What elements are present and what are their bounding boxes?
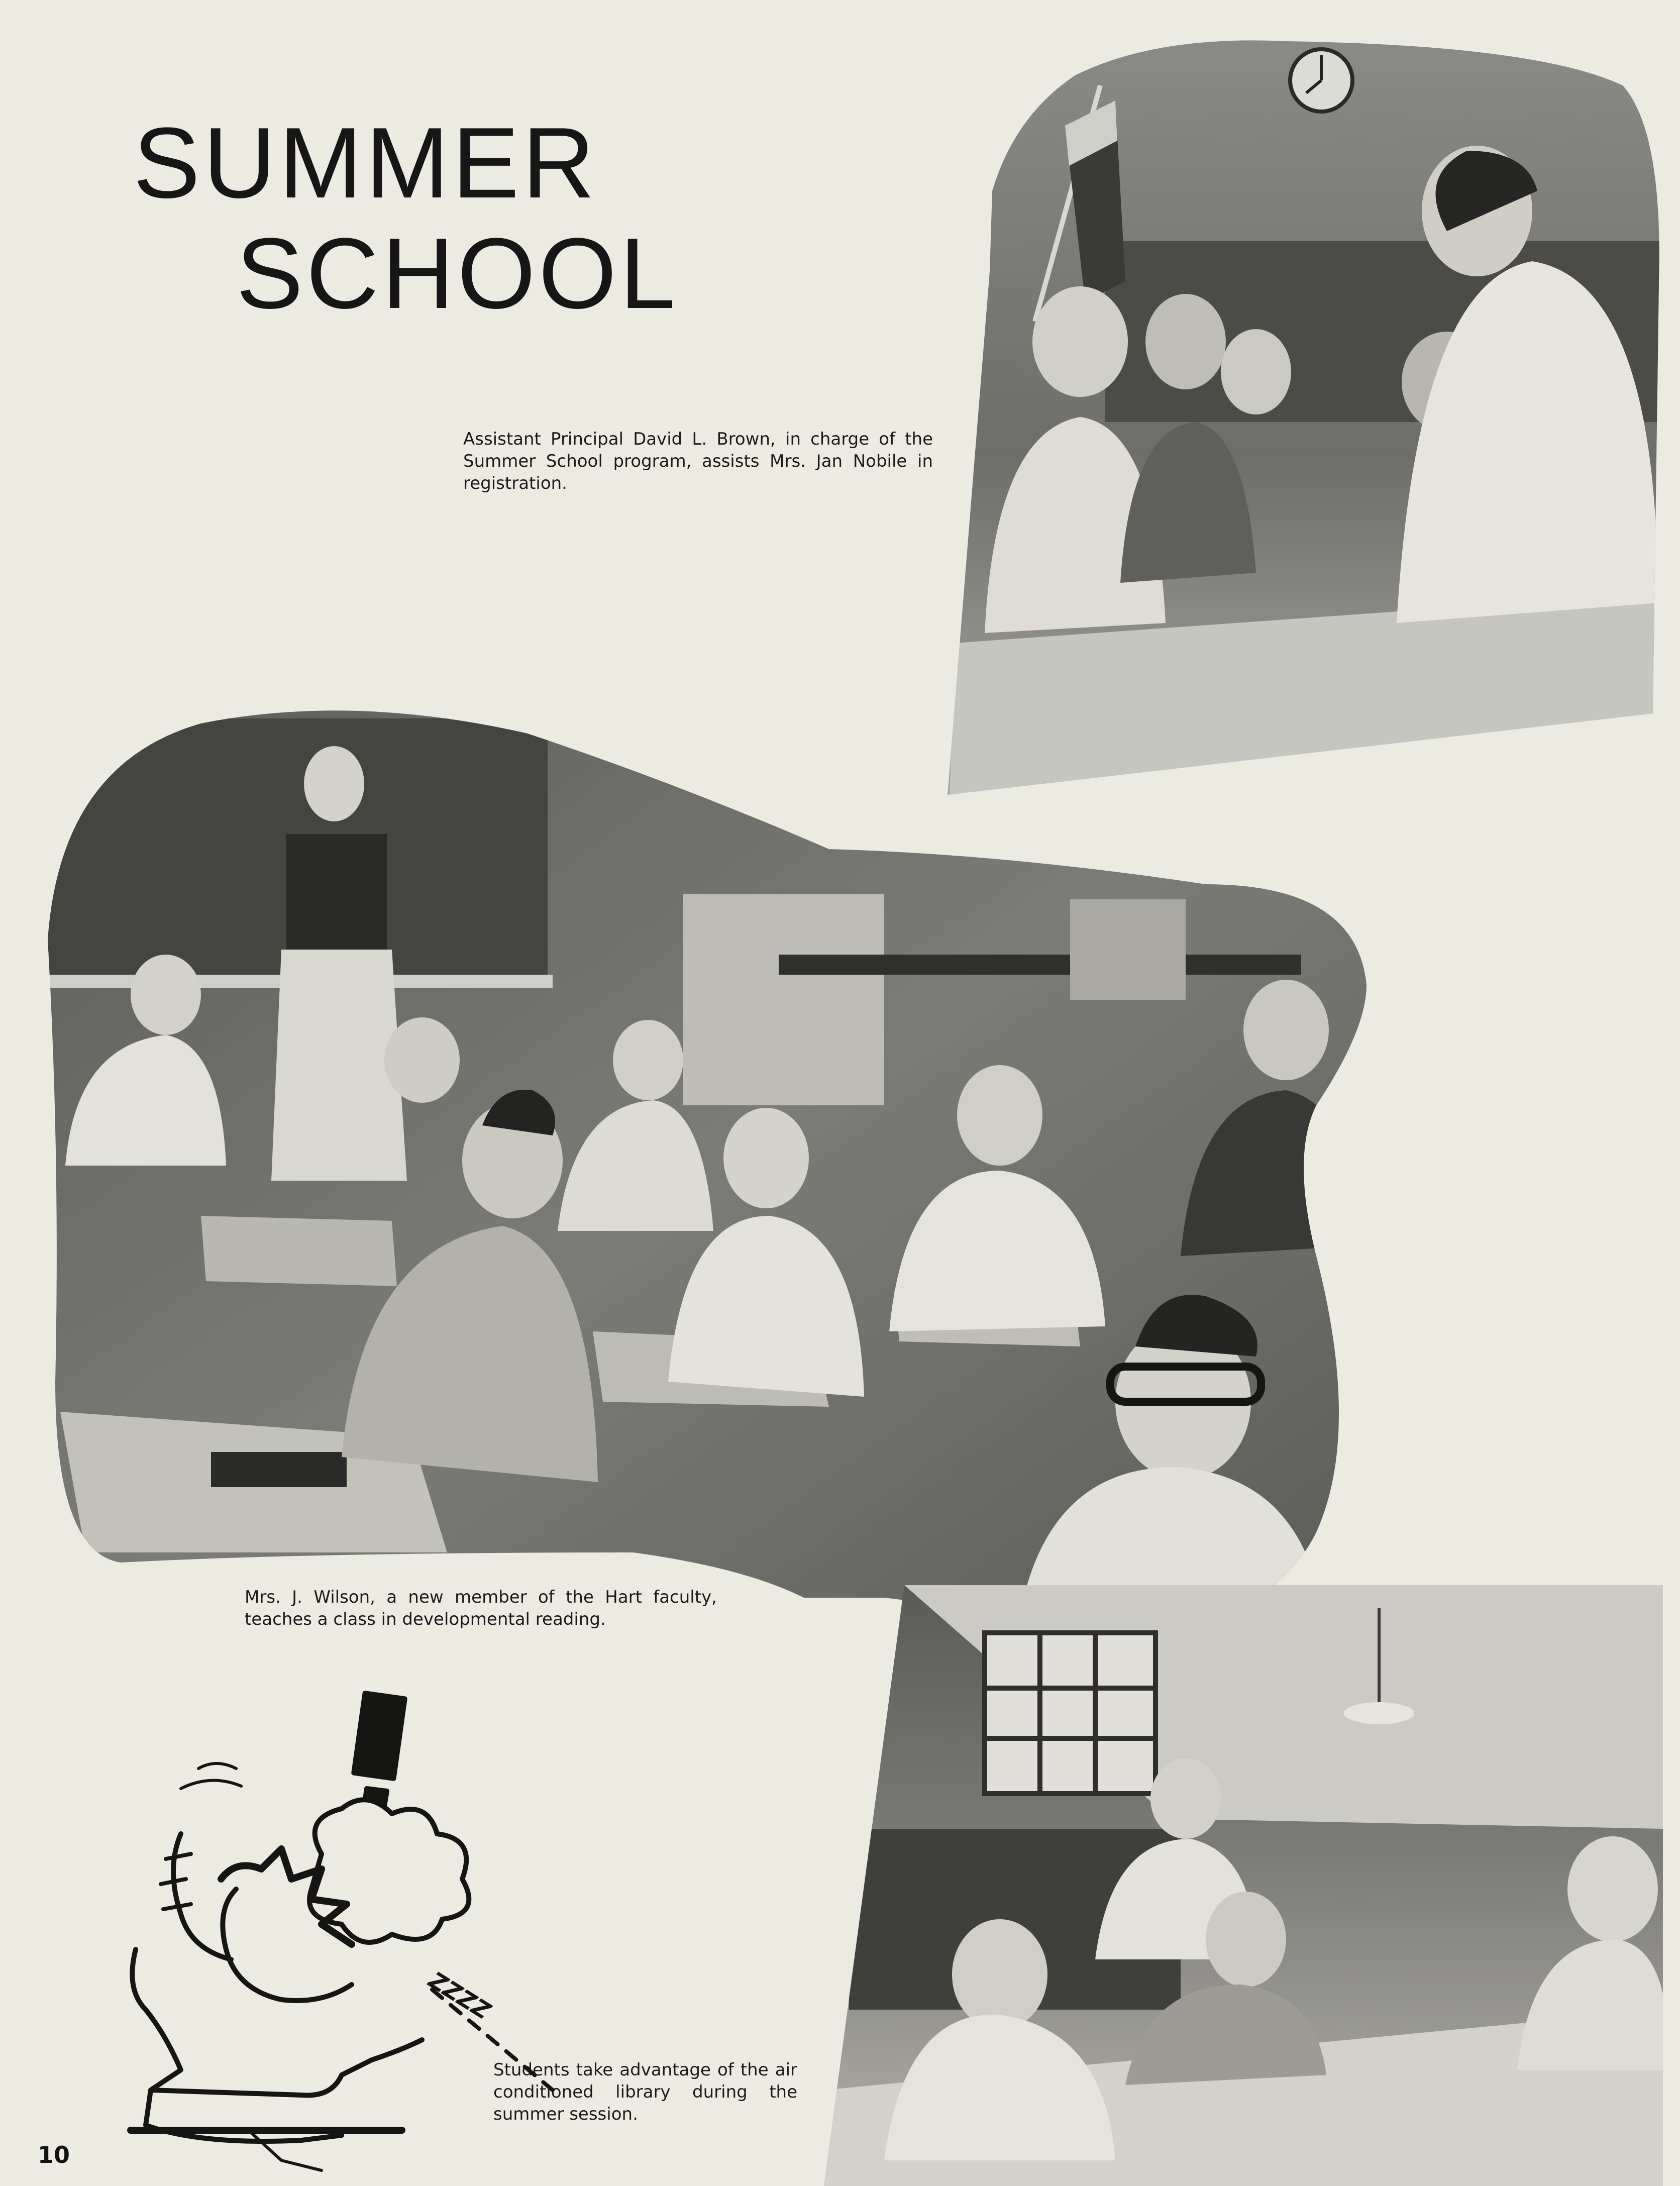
snore-text: ZZZZ: [424, 1966, 495, 2025]
library-caption: Students take advantage of the air conditioned library during the summer session.: [493, 2060, 797, 2124]
page-number: 10: [38, 2141, 70, 2168]
page-title-line-1: SUMMER: [133, 107, 598, 219]
registration-caption: Assistant Principal David L. Brown, in charge of the Summer School program, assists Mrs. Jan Nobile in registration.: [463, 429, 933, 493]
page-title-line-2: SCHOOL: [236, 218, 679, 330]
reading-class-caption: Mrs. J. Wilson, a new member of the Hart faculty, teaches a class in developmental reading.: [245, 1587, 717, 1629]
